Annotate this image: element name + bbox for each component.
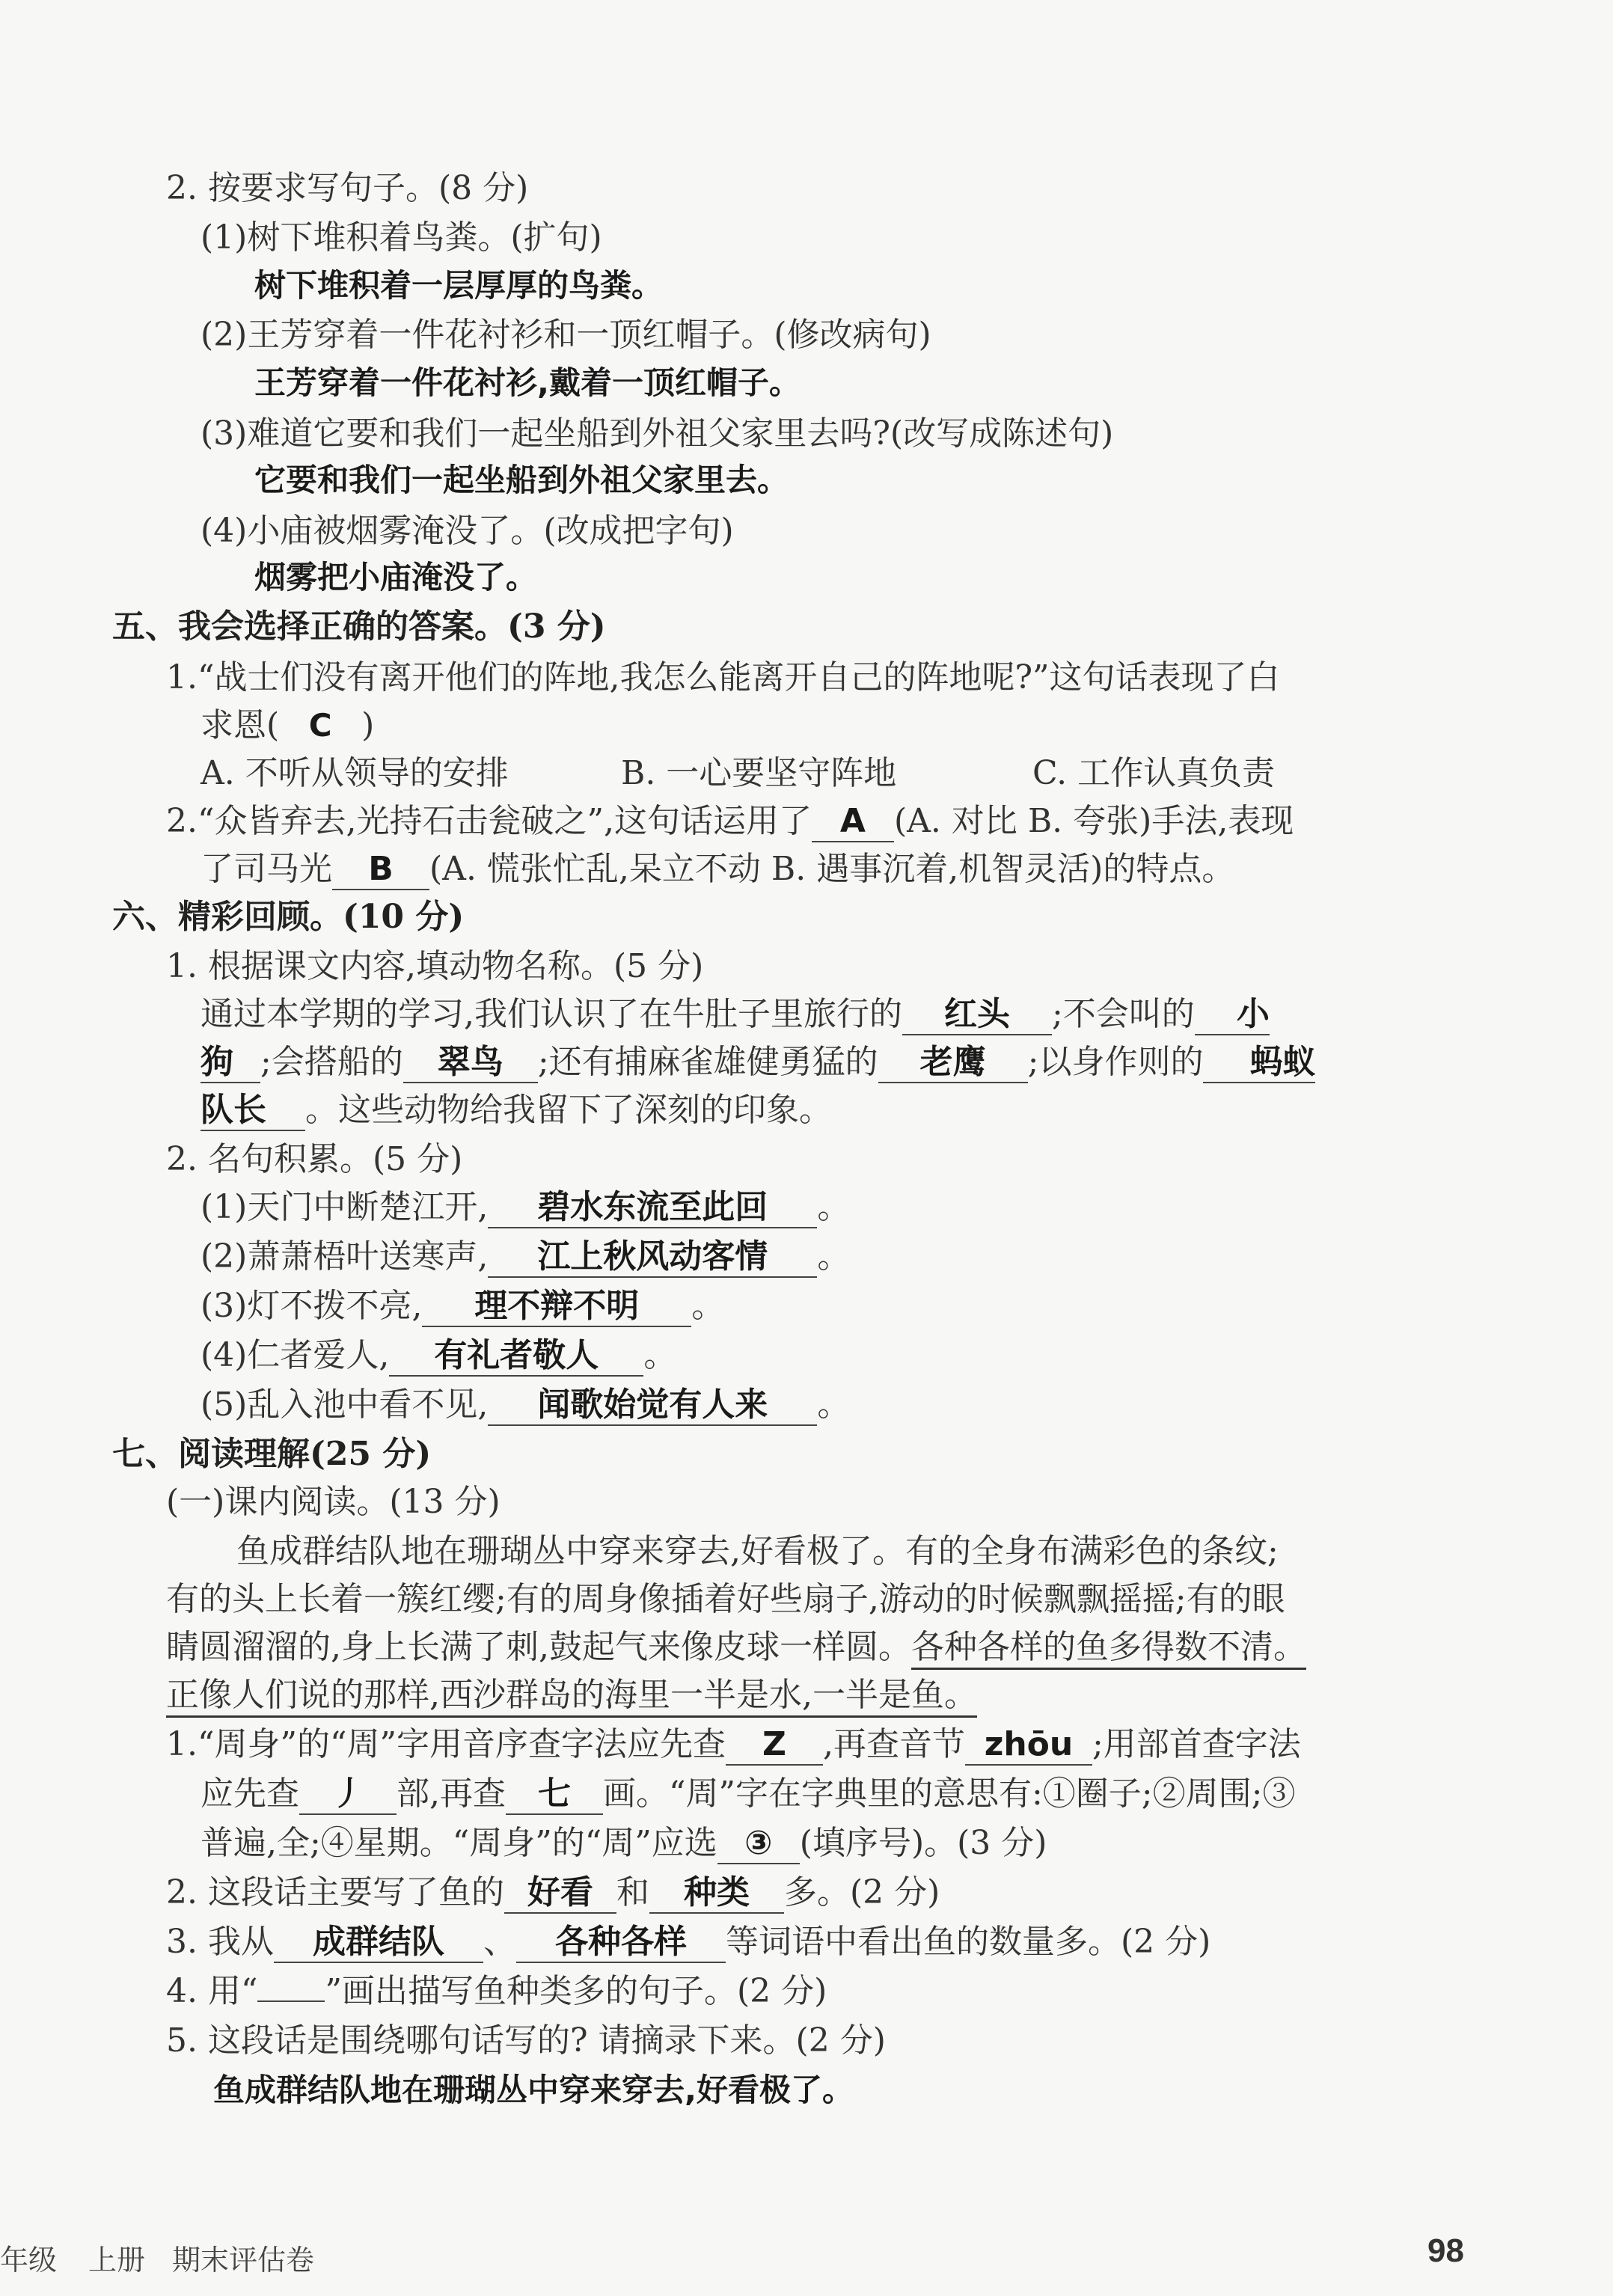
poem-line: (4)仁者爱人, 有礼者敬人 。: [201, 1333, 676, 1378]
handwritten-answer: 鱼成群结队地在珊瑚丛中穿来穿去,好看极了。: [213, 2072, 854, 2108]
handwritten-answer: 烟雾把小庙淹没了。: [254, 559, 538, 596]
question-text: 3. 我从 成群结队 、 各种各样 等词语中看出鱼的数量多。(2 分): [166, 1920, 1210, 1965]
answer-blank: B: [332, 850, 429, 890]
answer-blank: 丿: [299, 1775, 397, 1815]
reading-passage: [166, 1673, 977, 1718]
question-text: 狗 ;会搭船的 翠鸟 ;还有捕麻雀雄健勇猛的 老鹰 ;以身作则的 蚂蚁: [201, 1040, 1315, 1085]
question-text: 通过本学期的学习,我们认识了在牛肚子里旅行的 红头 ;不会叫的 小: [201, 992, 1270, 1037]
answer-blank: 七: [506, 1775, 603, 1815]
answer-blank: 好看: [504, 1873, 616, 1914]
answer-blank: 碧水东流至此回: [488, 1188, 817, 1228]
question-text: 5. 这段话是围绕哪句话写的? 请摘录下来。(2 分): [166, 2021, 886, 2060]
answer-blank: 红头: [902, 995, 1052, 1035]
answer-blank: 各种各样: [516, 1923, 726, 1963]
question-title: 2. 按要求写句子。(8 分): [166, 169, 529, 207]
answer-blank: A: [812, 802, 894, 842]
answer-blank: 理不辩不明: [422, 1287, 691, 1327]
question-text: (1)树下堆积着鸟粪。(扩句): [201, 218, 602, 257]
question-text: 1.“战士们没有离开他们的阵地,我怎么能离开自己的阵地呢?”这句话表现了白: [166, 658, 1280, 697]
question-text: 普遍,全;④星期。“周身”的“周”应选 ③ (填序号)。(3 分): [201, 1821, 1047, 1866]
answer-blank: 成群结队: [274, 1923, 483, 1963]
question-text: 求恩( C ): [201, 703, 374, 748]
question-text: 4. 用“ ”画出描写鱼种类多的句子。(2 分): [166, 1972, 827, 2010]
subsection-title: (一)课内阅读。(13 分): [166, 1483, 501, 1521]
handwritten-answer: 王芳穿着一件花衬衫,戴着一顶红帽子。: [254, 364, 801, 401]
answer-blank: zhōu: [965, 1725, 1092, 1766]
underlined-sentence: 各种各样的鱼多得数不清。: [911, 1628, 1306, 1670]
answer-choice: C: [308, 707, 332, 744]
answer-blank: ③: [717, 1824, 800, 1864]
answer-blank: 狗: [201, 1043, 260, 1083]
poem-line: (5)乱入池中看不见, 闻歌始觉有人来 。: [201, 1383, 850, 1427]
answer-blank: 队长: [201, 1091, 305, 1131]
poem-line: (2)萧萧梧叶送寒声, 江上秋风动客情 。: [201, 1234, 850, 1279]
reading-passage: 鱼成群结队地在珊瑚丛中穿来穿去,好看极了。有的全身布满彩色的条纹;: [236, 1532, 1279, 1570]
answer-blank: 种类: [649, 1873, 784, 1914]
question-text: (3)难道它要和我们一起坐船到外祖父家里去吗?(改写成陈述句): [201, 414, 1114, 453]
question-text: 队长 。这些动物给我留下了深刻的印象。: [201, 1088, 832, 1133]
handwritten-answer: 树下堆积着一层厚厚的鸟粪。: [254, 267, 664, 304]
answer-blank: 小: [1195, 995, 1270, 1035]
answer-blank: 翠鸟: [403, 1043, 538, 1083]
option-c: C. 工作认真负责: [1032, 754, 1276, 792]
section-heading: 六、精彩回顾。(10 分): [112, 898, 465, 936]
footer-grade: 年级: [0, 2245, 58, 2277]
answer-blank: 老鹰: [878, 1043, 1028, 1083]
footer-volume: 上册: [88, 2245, 146, 2277]
answer-blank: 江上秋风动客情: [488, 1237, 817, 1278]
footer-title: 期末评估卷: [172, 2245, 315, 2277]
question-text: (4)小庙被烟雾淹没了。(改成把字句): [201, 512, 734, 550]
answer-blank: Z: [726, 1725, 823, 1766]
question-text: 2.“众皆弃去,光持石击瓮破之”,这句话运用了 A (A. 对比 B. 夸张)手法,表现: [166, 799, 1294, 844]
answer-blank: 闻歌始觉有人来: [488, 1386, 817, 1426]
section-heading: 五、我会选择正确的答案。(3 分): [112, 607, 606, 646]
question-text: 了司马光 B (A. 慌张忙乱,呆立不动 B. 遇事沉着,机智灵活)的特点。: [201, 847, 1234, 892]
reading-passage: 睛圆溜溜的,身上长满了刺,鼓起气来像皮球一样圆。各种各样的鱼多得数不清。: [166, 1625, 1306, 1670]
underline-sample: [257, 1971, 325, 2002]
question-text: 1.“周身”的“周”字用音序查字法应先查 Z ,再查音节 zhōu ;用部首查字法: [166, 1722, 1301, 1767]
page-number: 98: [1427, 2232, 1464, 2269]
answer-blank: 有礼者敬人: [389, 1336, 643, 1377]
answer-blank: 蚂蚁: [1203, 1043, 1315, 1083]
poem-line: (1)天门中断楚江开, 碧水东流至此回 。: [201, 1185, 850, 1230]
question-title: 1. 根据课文内容,填动物名称。(5 分): [166, 947, 704, 985]
question-text: 应先查 丿 部,再查 七 画。“周”字在字典里的意思有:①圈子;②周围;③: [201, 1772, 1295, 1816]
option-b: B. 一心要坚守阵地: [621, 754, 897, 792]
poem-line: (3)灯不拨不亮, 理不辩不明 。: [201, 1284, 724, 1329]
question-text: 2. 这段话主要写了鱼的 好看 和 种类 多。(2 分): [166, 1870, 940, 1915]
question-title: 2. 名句积累。(5 分): [166, 1140, 463, 1178]
option-a: A. 不听从领导的安排: [201, 754, 509, 792]
section-heading: 七、阅读理解(25 分): [112, 1435, 432, 1473]
underlined-sentence: 正像人们说的那样,西沙群岛的海里一半是水,一半是鱼。: [166, 1676, 977, 1718]
handwritten-answer: 它要和我们一起坐船到外祖父家里去。: [254, 462, 789, 498]
reading-passage: 有的头上长着一簇红缨;有的周身像插着好些扇子,游动的时候飘飘摇摇;有的眼: [166, 1580, 1285, 1618]
question-text: (2)王芳穿着一件花衬衫和一顶红帽子。(修改病句): [201, 316, 931, 354]
